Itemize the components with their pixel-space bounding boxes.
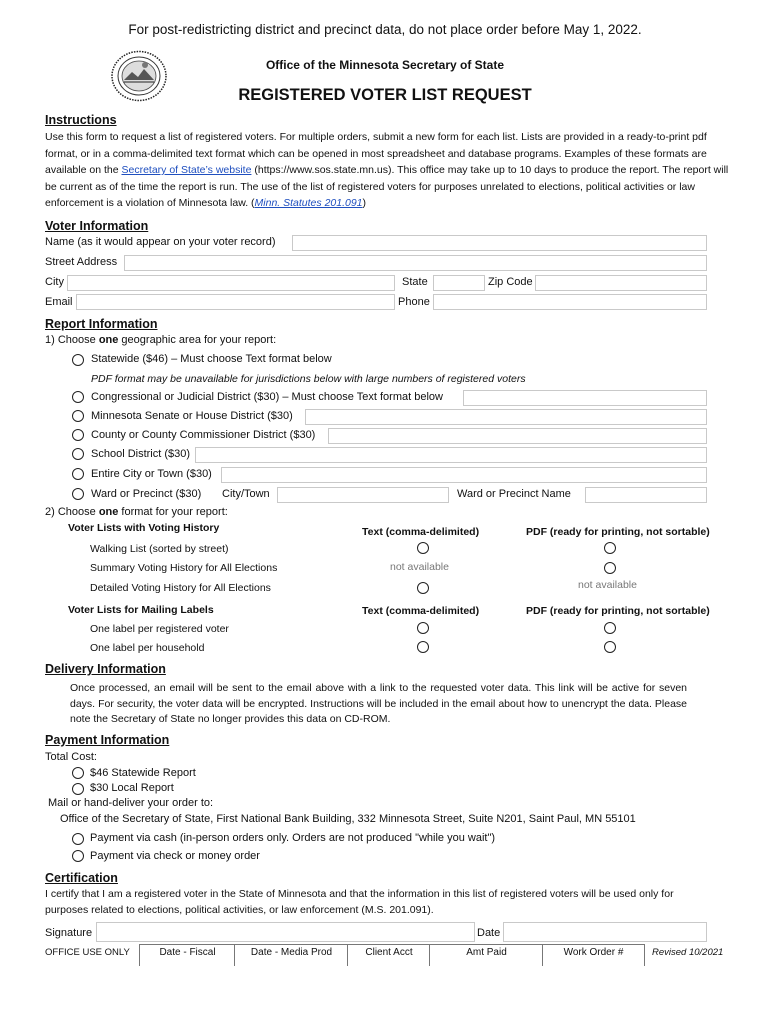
signature-label: Signature <box>45 927 93 939</box>
statewide-radio[interactable] <box>72 354 84 366</box>
label-per-household-label: One label per household <box>90 642 205 654</box>
county-radio[interactable] <box>72 429 84 441</box>
detailed-history-label: Detailed Voting History for All Elections <box>90 582 271 594</box>
delivery-info-heading: Delivery Information <box>45 662 166 676</box>
summary-text-not-available: not available <box>390 561 449 573</box>
voter-info-heading: Voter Information <box>45 219 149 233</box>
congressional-field[interactable] <box>463 390 707 406</box>
street-label: Street Address <box>45 256 118 268</box>
total-cost-label: Total Cost: <box>45 751 97 763</box>
check-payment-radio[interactable] <box>72 850 84 862</box>
mailing-lists-heading: Voter Lists for Mailing Labels <box>68 604 214 616</box>
label-per-household-pdf-radio[interactable] <box>604 641 616 653</box>
history-lists-heading: Voter Lists with Voting History <box>68 522 220 534</box>
city-field[interactable] <box>67 275 395 291</box>
county-field[interactable] <box>328 428 707 444</box>
city-town-option-field[interactable] <box>221 467 707 483</box>
step1-instruction: 1) Choose one geographic area for your report: <box>45 334 277 346</box>
certification-text: I certify that I am a registered voter in the State of Minnesota and that the information in this list of registered voters will be used only for purposes related to elections, political activities, or law enforcement (M.S. 201.091). <box>45 888 674 916</box>
name-field[interactable] <box>292 235 707 251</box>
certification-heading: Certification <box>45 871 118 885</box>
congressional-label: Congressional or Judicial District ($30) – Must choose Text format below <box>91 391 443 403</box>
label-per-household-text-radio[interactable] <box>417 641 429 653</box>
walking-list-label: Walking List (sorted by street) <box>90 543 229 555</box>
order-notice: For post-redistricting district and precinct data, do not place order before May 1, 2022. <box>128 22 642 37</box>
office-use-cell: Date - Media Prod <box>234 944 348 966</box>
office-name: Office of the Minnesota Secretary of State <box>265 58 505 72</box>
pdf-format-note: PDF format may be unavailable for jurisdictions below with large numbers of registered voters <box>91 373 526 385</box>
office-use-cell: Work Order # <box>542 944 645 966</box>
phone-label: Phone <box>398 296 430 308</box>
form-title: REGISTERED VOTER LIST REQUEST <box>238 86 532 104</box>
ward-city-town-label: City/Town <box>222 488 270 500</box>
ward-precinct-label: Ward or Precinct ($30) <box>91 488 202 500</box>
statute-link[interactable]: Minn. Statutes 201.091 <box>254 197 363 209</box>
signature-field[interactable] <box>96 922 475 942</box>
office-use-label: OFFICE USE ONLY <box>45 947 130 958</box>
label-per-voter-label: One label per registered voter <box>90 623 229 635</box>
school-district-radio[interactable] <box>72 448 84 460</box>
city-town-option-label: Entire City or Town ($30) <box>91 468 212 480</box>
email-field[interactable] <box>76 294 395 310</box>
county-label: County or County Commissioner District ($30) <box>91 429 316 441</box>
senate-house-label: Minnesota Senate or House District ($30) <box>91 410 293 422</box>
instructions-heading: Instructions <box>45 113 117 127</box>
ward-city-town-field[interactable] <box>277 487 449 503</box>
sos-website-link[interactable]: Secretary of State’s website <box>121 164 252 176</box>
label-per-voter-pdf-radio[interactable] <box>604 622 616 634</box>
ward-precinct-name-field[interactable] <box>585 487 707 503</box>
statewide-report-radio[interactable] <box>72 767 84 779</box>
state-label: State <box>402 276 428 288</box>
senate-house-radio[interactable] <box>72 410 84 422</box>
date-label: Date <box>477 927 501 939</box>
office-use-cell: Amt Paid <box>429 944 543 966</box>
report-info-heading: Report Information <box>45 317 158 331</box>
pdf-format-header: PDF (ready for printing, not sortable) <box>526 526 710 538</box>
state-field[interactable] <box>433 275 485 291</box>
payment-info-heading: Payment Information <box>45 733 170 747</box>
city-label: City <box>45 276 64 288</box>
city-town-radio[interactable] <box>72 468 84 480</box>
senate-house-field[interactable] <box>305 409 707 425</box>
walking-list-pdf-radio[interactable] <box>604 542 616 554</box>
revision-date: Revised 10/2021 <box>652 947 724 958</box>
summary-history-label: Summary Voting History for All Elections <box>90 562 278 574</box>
mailing-address: Office of the Secretary of State, First National Bank Building, 332 Minnesota Street, Suite N201, Saint Paul, MN 55101 <box>60 813 636 825</box>
zip-code-field[interactable] <box>535 275 707 291</box>
detailed-history-text-radio[interactable] <box>417 582 429 594</box>
school-district-field[interactable] <box>195 447 707 463</box>
date-field[interactable] <box>503 922 707 942</box>
office-use-cell: Client Acct <box>347 944 430 966</box>
label-per-voter-text-radio[interactable] <box>417 622 429 634</box>
cash-payment-radio[interactable] <box>72 833 84 845</box>
office-use-cell: Date - Fiscal <box>139 944 235 966</box>
mailing-text-format-header: Text (comma-delimited) <box>362 605 480 617</box>
local-report-label: $30 Local Report <box>90 782 174 794</box>
text-format-header: Text (comma-delimited) <box>362 526 480 538</box>
street-address-field[interactable] <box>124 255 707 271</box>
mail-to-label: Mail or hand-deliver your order to: <box>48 797 214 809</box>
detailed-pdf-not-available: not available <box>578 579 637 591</box>
mailing-pdf-format-header: PDF (ready for printing, not sortable) <box>526 605 710 617</box>
cash-payment-label: Payment via cash (in-person orders only. Orders are not produced "while you wait") <box>90 832 496 844</box>
statewide-report-label: $46 Statewide Report <box>90 767 196 779</box>
check-payment-label: Payment via check or money order <box>90 850 260 862</box>
congressional-radio[interactable] <box>72 391 84 403</box>
local-report-radio[interactable] <box>72 783 84 795</box>
school-district-label: School District ($30) <box>91 448 191 460</box>
phone-field[interactable] <box>433 294 707 310</box>
statewide-label: Statewide ($46) – Must choose Text format below <box>91 353 332 365</box>
zip-label: Zip Code <box>488 276 533 288</box>
walking-list-text-radio[interactable] <box>417 542 429 554</box>
ward-precinct-name-label: Ward or Precinct Name <box>457 488 571 500</box>
summary-history-pdf-radio[interactable] <box>604 562 616 574</box>
delivery-text: Once processed, an email will be sent to the email above with a link to the requested voter data. This link will be active for seven days. For security, the voter data will be encrypted. Instructions will be included in the email about how to unencrypt the data. Please note the Secretary of State no longer provides this data on CD-ROM. <box>70 682 687 725</box>
instructions-text: Use this form to request a list of registered voters. For multiple orders, submit a new form for each list. Lists are provided in a ready-to-print pdf format, or in a comma-delimited text format which can be opened in most spreadsheet and database programs. Examples of these formats are available on the Secretary of State’s website (https://www.sos.state.mn.us). This office may take up to 10 days to produce the report. The report will be current as of the time the report is run. The use of the list of registered voters for purposes unrelated to elections, political activities or law enforcement is a violation of Minnesota law. (Minn. Statutes 201.091) <box>45 131 729 209</box>
ward-precinct-radio[interactable] <box>72 488 84 500</box>
email-label: Email <box>45 296 73 308</box>
step2-instruction: 2) Choose one format for your report: <box>45 506 228 518</box>
name-label: Name (as it would appear on your voter record) <box>45 236 276 248</box>
